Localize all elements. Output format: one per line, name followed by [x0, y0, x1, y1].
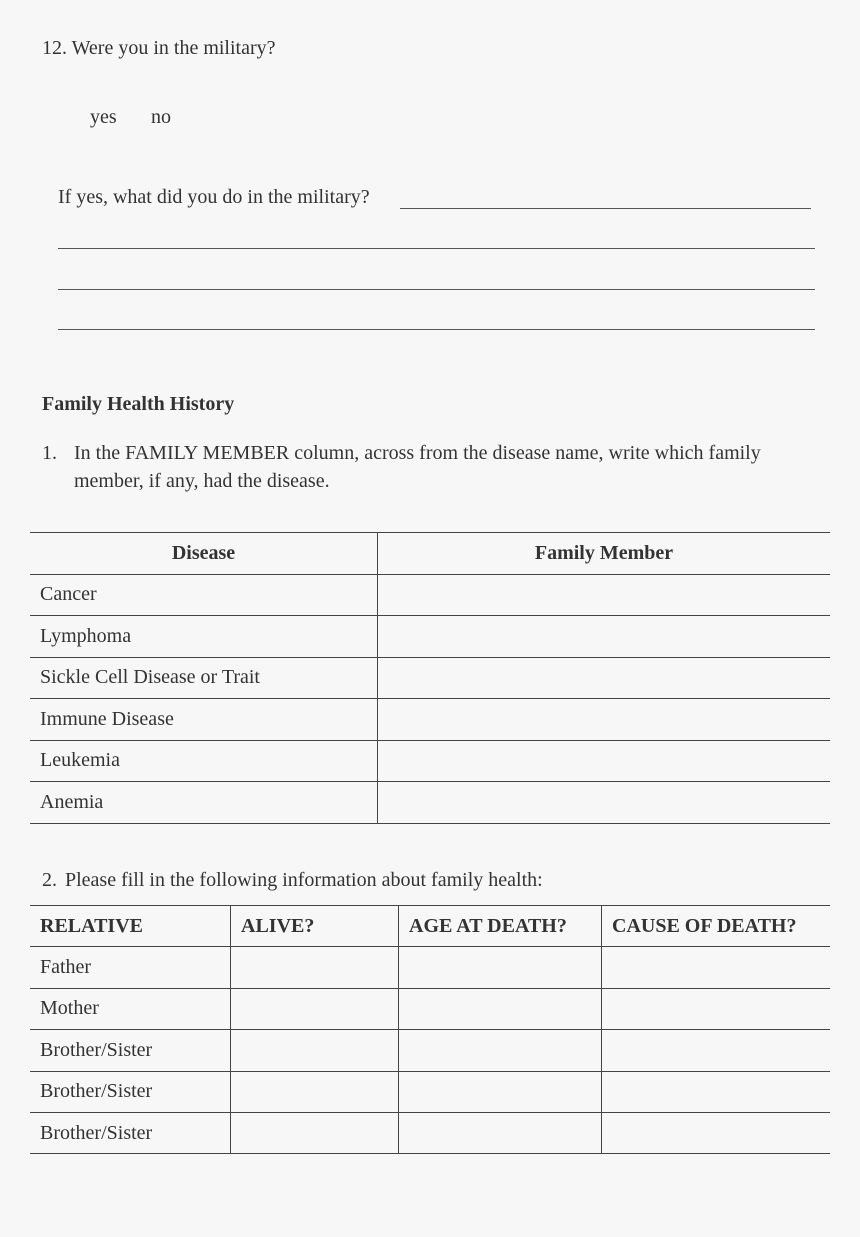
disease-table [30, 532, 830, 824]
instruction-2 [42, 866, 543, 894]
family-member-cell[interactable] [378, 699, 831, 741]
table-row [30, 699, 830, 741]
table-row [30, 574, 830, 616]
instruction-1 [42, 439, 802, 495]
table-header-row [30, 533, 830, 575]
alive-cell[interactable] [231, 988, 399, 1029]
table-row [30, 782, 830, 824]
family-member-cell[interactable] [378, 782, 831, 824]
cause-of-death-cell[interactable] [602, 1112, 831, 1153]
disease-cell: Immune Disease [30, 699, 378, 741]
relative-cell: Brother/Sister [30, 1071, 231, 1112]
age-at-death-cell[interactable] [399, 1071, 602, 1112]
cause-of-death-header: CAUSE OF DEATH? [602, 906, 831, 947]
alive-cell[interactable] [231, 1112, 399, 1153]
table-row [30, 1071, 830, 1112]
relative-header: RELATIVE [30, 906, 231, 947]
cause-of-death-cell[interactable] [602, 1071, 831, 1112]
no-option[interactable]: no [151, 106, 171, 128]
military-followup-label: If yes, what did you do in the military? [58, 186, 370, 208]
relative-cell: Father [30, 947, 231, 988]
table-row [30, 988, 830, 1029]
military-question: 12. Were you in the military? [42, 37, 276, 59]
military-answer-line-1[interactable] [400, 208, 811, 209]
instruction-1-text: In the FAMILY MEMBER column, across from the disease name, write which family member, if any, had the disease. [74, 442, 761, 492]
table-row [30, 657, 830, 699]
disease-cell: Anemia [30, 782, 378, 824]
relative-cell: Brother/Sister [30, 1030, 231, 1071]
family-member-header: Family Member [378, 533, 831, 575]
cause-of-death-cell[interactable] [602, 947, 831, 988]
cause-of-death-cell[interactable] [602, 988, 831, 1029]
family-member-cell[interactable] [378, 574, 831, 616]
age-at-death-cell[interactable] [399, 1112, 602, 1153]
disease-cell: Lymphoma [30, 616, 378, 658]
cause-of-death-cell[interactable] [602, 1030, 831, 1071]
age-at-death-cell[interactable] [399, 988, 602, 1029]
table-header-row [30, 906, 830, 947]
military-answer-line-4[interactable] [58, 329, 815, 330]
table-row [30, 740, 830, 782]
age-at-death-cell[interactable] [399, 947, 602, 988]
instruction-1-number: 1. [42, 442, 57, 464]
disease-cell: Cancer [30, 574, 378, 616]
section-title: Family Health History [42, 393, 235, 415]
alive-cell[interactable] [231, 1071, 399, 1112]
table-row [30, 1030, 830, 1071]
age-at-death-header: AGE AT DEATH? [399, 906, 602, 947]
age-at-death-cell[interactable] [399, 1030, 602, 1071]
family-member-cell[interactable] [378, 657, 831, 699]
table-row [30, 1112, 830, 1153]
instruction-2-number: 2. [42, 869, 57, 891]
alive-cell[interactable] [231, 1030, 399, 1071]
alive-header: ALIVE? [231, 906, 399, 947]
table-row [30, 947, 830, 988]
military-answer-line-2[interactable] [58, 248, 815, 249]
family-member-cell[interactable] [378, 616, 831, 658]
military-answer-line-3[interactable] [58, 289, 815, 290]
relative-cell: Brother/Sister [30, 1112, 231, 1153]
disease-cell: Leukemia [30, 740, 378, 782]
disease-header: Disease [30, 533, 378, 575]
yes-option[interactable]: yes [90, 106, 117, 128]
relative-table [30, 905, 830, 1154]
relative-cell: Mother [30, 988, 231, 1029]
disease-cell: Sickle Cell Disease or Trait [30, 657, 378, 699]
family-member-cell[interactable] [378, 740, 831, 782]
table-row [30, 616, 830, 658]
alive-cell[interactable] [231, 947, 399, 988]
instruction-2-text: Please fill in the following information about family health: [65, 869, 543, 891]
